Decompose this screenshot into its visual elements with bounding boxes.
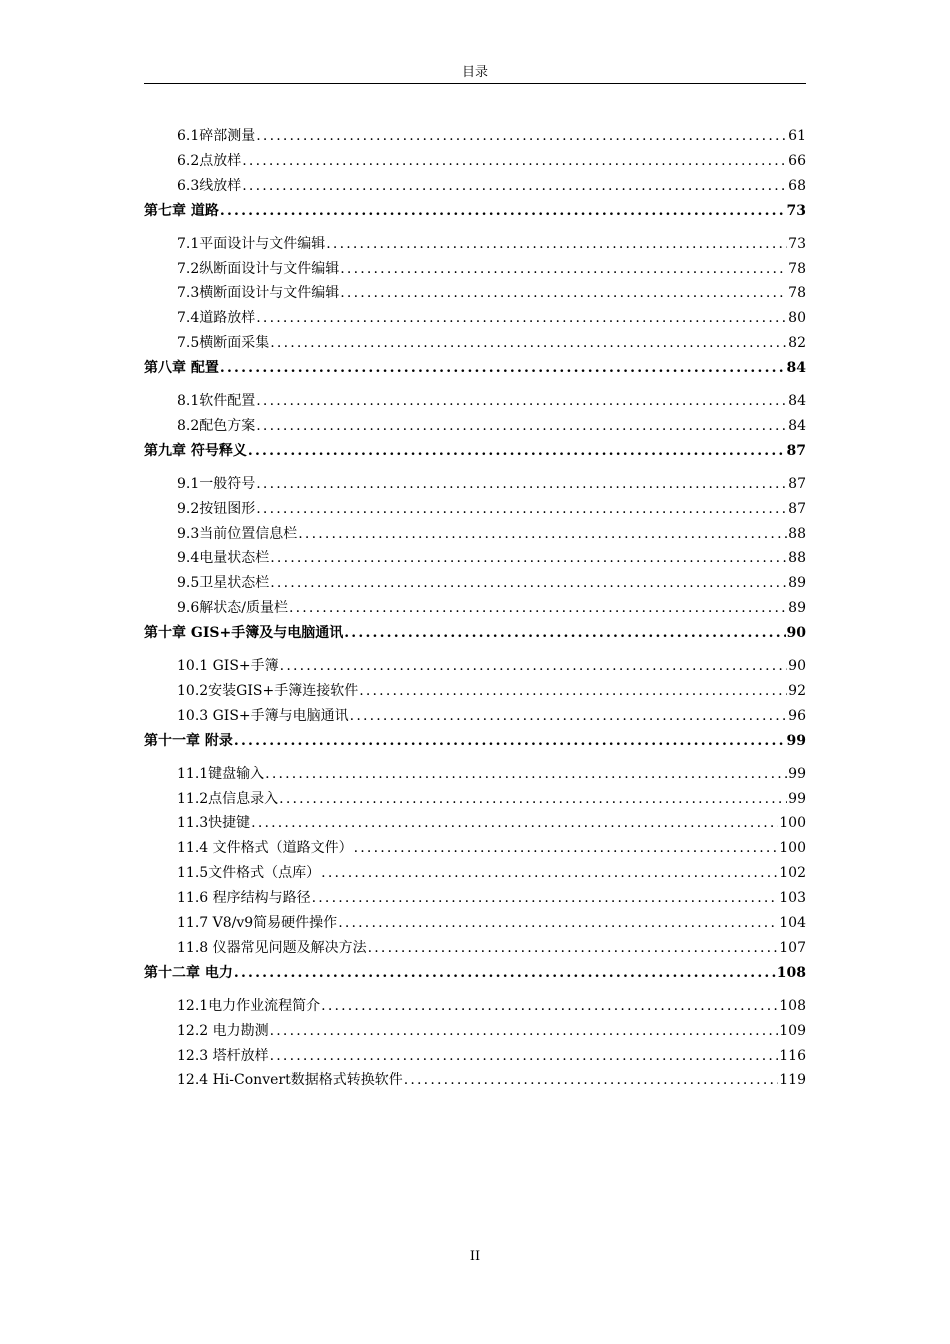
toc-leader-dots — [270, 1044, 779, 1068]
toc-entry-label: 第十章 GIS+手簿及与电脑通讯 — [144, 625, 344, 642]
toc-entry-page: 87 — [788, 475, 806, 492]
toc-leader-dots — [265, 762, 787, 786]
toc-leader-dots — [321, 861, 778, 885]
toc-entry-label: 12.3 塔杆放样 — [177, 1047, 269, 1064]
toc-entry-page: 102 — [779, 865, 806, 882]
toc-leader-dots — [251, 811, 778, 835]
toc-section-entry[interactable] — [177, 414, 806, 438]
toc-entry-label: 9.1一般符号 — [177, 475, 256, 492]
toc-chapter-entry[interactable] — [144, 199, 806, 223]
toc-leader-dots — [368, 936, 779, 960]
toc-entry-page: 92 — [788, 682, 806, 699]
toc-entry-label: 第十二章 电力 — [144, 964, 233, 981]
toc-entry-label: 11.6 程序结构与路径 — [177, 890, 311, 907]
toc-entry-page: 87 — [788, 500, 806, 517]
toc-entry-label: 12.2 电力勘测 — [177, 1022, 269, 1039]
toc-entry-page: 68 — [788, 177, 806, 194]
toc-leader-dots — [234, 961, 776, 985]
toc-section-entry[interactable] — [177, 886, 806, 910]
toc-entry-page: 107 — [779, 939, 806, 956]
toc-entry-label: 11.8 仪器常见问题及解决方法 — [177, 939, 367, 956]
toc-chapter-entry[interactable] — [144, 439, 806, 463]
toc-entry-page: 99 — [786, 732, 806, 749]
toc-entry-page: 104 — [779, 915, 806, 931]
toc-leader-dots — [340, 257, 787, 281]
toc-entry-page: 116 — [779, 1047, 806, 1064]
toc-leader-dots — [354, 836, 779, 860]
toc-entry-page: 66 — [788, 152, 806, 169]
toc-leader-dots — [256, 306, 787, 330]
toc-section-entry[interactable] — [177, 571, 806, 595]
toc-leader-dots — [242, 174, 787, 198]
toc-entry-page: 96 — [788, 707, 806, 724]
toc-entry-page: 88 — [788, 525, 806, 542]
toc-entry-label: 11.4 文件格式（道路文件） — [177, 840, 353, 857]
toc-section-entry[interactable] — [177, 522, 806, 546]
toc-entry-page: 61 — [788, 128, 806, 144]
toc-entry-label: 9.4电量状态栏 — [177, 550, 270, 567]
toc-entry-label: 12.4 Hi-Convert数据格式转换软件 — [177, 1072, 403, 1089]
toc-entry-page: 78 — [788, 285, 806, 302]
toc-leader-dots — [312, 886, 779, 910]
toc-chapter-entry[interactable] — [144, 356, 806, 380]
toc-leader-dots — [338, 911, 778, 935]
toc-section-entry[interactable] — [177, 936, 806, 960]
toc-entry-label: 9.5卫星状态栏 — [177, 575, 270, 592]
toc-leader-dots — [256, 389, 787, 413]
toc-chapter-entry[interactable] — [144, 729, 806, 753]
toc-entry-label: 9.6解状态/质量栏 — [177, 600, 288, 617]
toc-entry-label: 7.2纵断面设计与文件编辑 — [177, 260, 340, 277]
toc-section-entry[interactable] — [177, 1044, 806, 1068]
toc-leader-dots — [321, 994, 778, 1018]
toc-entry-page: 89 — [788, 575, 806, 592]
toc-leader-dots — [326, 232, 787, 256]
toc-leader-dots — [404, 1068, 779, 1092]
toc-entry-label: 12.1电力作业流程简介 — [177, 997, 321, 1014]
toc-entry-label: 第九章 符号释义 — [144, 442, 247, 459]
toc-entry-label: 8.1软件配置 — [177, 393, 256, 409]
toc-entry-label: 6.2点放样 — [177, 152, 242, 169]
toc-entry-label: 10.2安装GIS+手簿连接软件 — [177, 682, 359, 699]
toc-entry-page: 90 — [786, 625, 806, 642]
toc-leader-dots — [270, 546, 787, 570]
toc-entry-page: 103 — [779, 890, 806, 907]
toc-entry-label: 7.3横断面设计与文件编辑 — [177, 285, 340, 302]
toc-entry-page: 99 — [788, 790, 806, 807]
toc-entry-label: 第八章 配置 — [144, 360, 219, 377]
toc-entry-label: 9.3当前位置信息栏 — [177, 525, 298, 542]
toc-entry-page: 100 — [779, 815, 806, 832]
toc-entry-label: 6.3线放样 — [177, 177, 242, 194]
toc-entry-label: 第七章 道路 — [144, 202, 219, 219]
toc-section-entry[interactable] — [177, 1068, 806, 1092]
toc-leader-dots — [248, 439, 786, 463]
toc-entry-label: 7.4道路放样 — [177, 310, 256, 327]
toc-leader-dots — [350, 704, 788, 728]
toc-leader-dots — [298, 522, 787, 546]
toc-entry-label: 10.1 GIS+手簿 — [177, 658, 279, 674]
toc-entry-page: 89 — [788, 600, 806, 617]
toc-leader-dots — [256, 124, 787, 148]
toc-entry-page: 84 — [786, 360, 806, 377]
toc-section-entry[interactable] — [177, 994, 806, 1018]
toc-section-entry[interactable] — [177, 174, 806, 198]
toc-entry-page: 84 — [788, 393, 806, 409]
toc-leader-dots — [340, 281, 787, 305]
toc-entry-label: 7.5横断面采集 — [177, 335, 270, 352]
toc-leader-dots — [256, 497, 787, 521]
toc-entry-page: 78 — [788, 260, 806, 277]
toc-entry-label: 11.1键盘输入 — [177, 765, 265, 782]
toc-leader-dots — [234, 729, 786, 753]
toc-leader-dots — [256, 472, 787, 496]
toc-leader-dots — [220, 356, 786, 380]
toc-section-entry[interactable] — [177, 497, 806, 521]
toc-entry-label: 11.5文件格式（点库） — [177, 865, 321, 882]
toc-section-entry[interactable] — [177, 232, 806, 256]
toc-entry-page: 82 — [788, 335, 806, 352]
toc-section-entry[interactable] — [177, 762, 806, 786]
toc-section-entry[interactable] — [177, 836, 806, 860]
toc-leader-dots — [270, 331, 787, 355]
toc-entry-page: 80 — [788, 310, 806, 327]
toc-leader-dots — [270, 1019, 779, 1043]
toc-section-entry[interactable] — [177, 679, 806, 703]
toc-leader-dots — [289, 596, 787, 620]
toc-leader-dots — [220, 199, 786, 223]
toc-entry-page: 90 — [788, 658, 806, 674]
toc-entry-page: 84 — [788, 417, 806, 434]
toc-entry-page: 108 — [776, 964, 806, 981]
toc-entry-label: 10.3 GIS+手簿与电脑通讯 — [177, 707, 349, 724]
toc-section-entry[interactable] — [177, 654, 806, 678]
page-number: II — [469, 1249, 481, 1264]
toc-leader-dots — [344, 621, 785, 645]
toc-entry-label: 8.2配色方案 — [177, 417, 256, 434]
toc-section-entry[interactable] — [177, 911, 806, 935]
toc-entry-page: 99 — [788, 765, 806, 782]
toc-section-entry[interactable] — [177, 596, 806, 620]
toc-section-entry[interactable] — [177, 124, 806, 148]
header-rule — [144, 83, 806, 84]
toc-leader-dots — [242, 149, 787, 173]
toc-section-entry[interactable] — [177, 331, 806, 355]
toc-leader-dots — [270, 571, 787, 595]
toc-entry-label: 6.1碎部测量 — [177, 128, 256, 144]
toc-leader-dots — [256, 414, 787, 438]
toc-section-entry[interactable] — [177, 281, 806, 305]
toc-section-entry[interactable] — [177, 389, 806, 413]
toc-entry-label: 11.3快捷键 — [177, 815, 251, 832]
toc-entry-page: 109 — [779, 1022, 806, 1039]
toc-section-entry[interactable] — [177, 704, 806, 728]
toc-section-entry[interactable] — [177, 546, 806, 570]
toc-entry-label: 11.7 V8/v9简易硬件操作 — [177, 915, 338, 931]
toc-leader-dots — [359, 679, 787, 703]
toc-entry-page: 73 — [788, 235, 806, 252]
toc-section-entry[interactable] — [177, 306, 806, 330]
toc-chapter-entry[interactable] — [144, 961, 806, 985]
toc-chapter-entry[interactable] — [144, 621, 806, 645]
toc-section-entry[interactable] — [177, 149, 806, 173]
toc-section-entry[interactable] — [177, 472, 806, 496]
toc-entry-label: 9.2按钮图形 — [177, 500, 256, 517]
toc-entry-label: 11.2点信息录入 — [177, 790, 279, 807]
toc-section-entry[interactable] — [177, 1019, 806, 1043]
toc-entry-page: 100 — [779, 840, 806, 857]
toc-entry-page: 88 — [788, 550, 806, 567]
toc-entry-page: 119 — [779, 1072, 806, 1089]
toc-entry-page: 87 — [786, 442, 806, 459]
toc-section-entry[interactable] — [177, 811, 806, 835]
toc-section-entry[interactable] — [177, 861, 806, 885]
toc-section-entry[interactable] — [177, 787, 806, 811]
toc-section-entry[interactable] — [177, 257, 806, 281]
toc-entry-page: 73 — [786, 202, 806, 219]
toc-entry-page: 108 — [779, 997, 806, 1014]
toc-leader-dots — [279, 787, 787, 811]
toc-entry-label: 第十一章 附录 — [144, 732, 233, 749]
toc-leader-dots — [280, 654, 788, 678]
toc-entry-label: 7.1平面设计与文件编辑 — [177, 235, 326, 252]
page-header-title: 目录 — [461, 65, 488, 80]
